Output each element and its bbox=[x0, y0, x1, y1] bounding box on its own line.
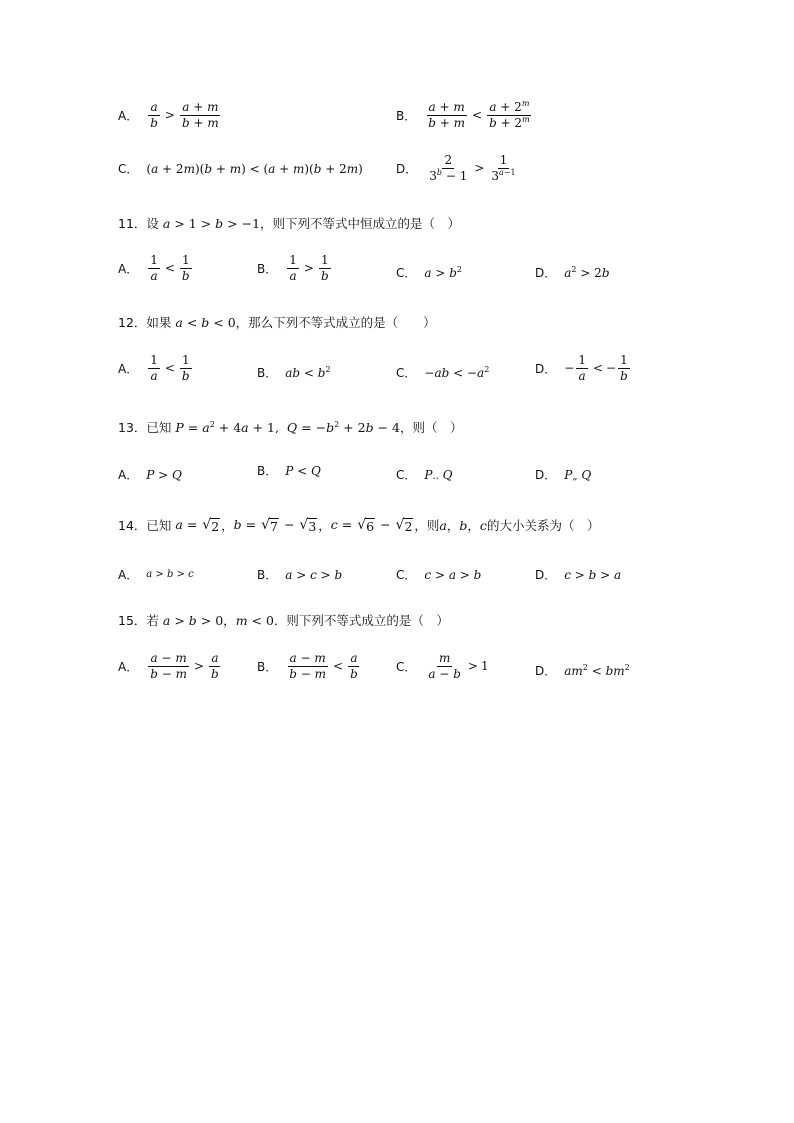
fraction: $\frac{m}{a - b}$ bbox=[428, 651, 461, 681]
q14-option-a[interactable]: A． a > b > c bbox=[118, 568, 194, 582]
fraction: $\frac{1}{a}$ bbox=[150, 253, 158, 283]
fraction: $\frac{1}{b}$ bbox=[181, 253, 190, 283]
q11-stem: 11． 设 a > 1 > b > −1 ，则下列不等式中恒成立的是（ ） bbox=[118, 215, 461, 231]
q15-option-c[interactable]: C． $\frac{m}{a - b}$ > 1 bbox=[396, 651, 489, 681]
fraction: $\frac{1}{a}$ bbox=[289, 253, 297, 283]
fraction: $\frac{2}{3^b - 1}$ bbox=[429, 153, 468, 183]
q13-stem: 13． 已知 $P = a^2 + 4a + 1$, $Q = -b^2 + 2b - 4$ ，则（ ） bbox=[118, 419, 463, 435]
q15-option-b[interactable]: B． $\frac{a - m}{b - m}$ < $\frac{a}{b}$ bbox=[257, 651, 358, 681]
q13-option-b[interactable]: B． P < Q bbox=[257, 463, 321, 478]
q12-stem: 12． 如果 a < b < 0 ，那么下列不等式成立的是（ ） bbox=[118, 314, 436, 330]
q11-option-c[interactable]: C． $a > b^2$ bbox=[396, 264, 463, 280]
q10-option-c[interactable]: C． (a + 2m)(b + m) < (a + m)(b + 2m) bbox=[118, 161, 363, 176]
fraction: $\frac{1}{b}$ bbox=[181, 353, 190, 383]
q10-options-row-2 bbox=[0, 152, 794, 192]
fraction: $\frac{a}{b}$ bbox=[350, 651, 358, 681]
q14-stem: 14． 已知 a = √ 2 ， b = √ 7 − √ 3 ， c = √ 6 − √ 2 ，则 a ， b ， c 的大小关系为（ ） bbox=[118, 516, 600, 534]
q10-option-d[interactable]: D． $\frac{2}{3^b - 1}$ > $\frac{1}{3^{a-1}}$ bbox=[396, 153, 516, 183]
q15-option-d[interactable]: D． $am^2 < bm^2$ bbox=[535, 662, 630, 678]
fraction: $\frac{1}{b}$ bbox=[320, 253, 329, 283]
fraction: $\frac{1}{b}$ bbox=[620, 353, 628, 383]
q14-option-b[interactable]: B． a > c > b bbox=[257, 567, 343, 582]
fraction: $\frac{1}{a}$ bbox=[150, 353, 158, 383]
q15-option-a[interactable]: A． $\frac{a - m}{b - m}$ > $\frac{a}{b}$ bbox=[118, 651, 219, 681]
q13-options bbox=[0, 456, 794, 496]
fraction: $\frac{a}{b}$ bbox=[150, 100, 158, 130]
q10-option-a[interactable]: A． $\frac{a}{b}$ > $\frac{a + m}{b + m}$ bbox=[118, 100, 219, 130]
fraction: $\frac{1}{a}$ bbox=[578, 353, 586, 383]
q11-option-b[interactable]: B． $\frac{1}{a}$ > $\frac{1}{b}$ bbox=[257, 253, 329, 283]
q10-option-b[interactable]: B． $\frac{a + m}{b + m}$ < $\frac{a + 2^m}{b + 2^m}$ bbox=[396, 99, 530, 130]
fraction: $\frac{a}{b}$ bbox=[211, 651, 219, 681]
fraction: $\frac{a - m}{b - m}$ bbox=[289, 651, 326, 681]
q12-option-b[interactable]: B． ab < $b^2$ bbox=[257, 364, 331, 380]
q13-option-c[interactable]: C． P.. Q bbox=[396, 467, 453, 482]
q13-option-d[interactable]: D． P„ Q bbox=[535, 467, 592, 482]
fraction: $\frac{1}{3^{a-1}}$ bbox=[491, 153, 516, 183]
q15-stem: 15． 若 a > b > 0 ， m < 0 ．则下列不等式成立的是（ ） bbox=[118, 612, 449, 628]
fraction: $\frac{a + m}{b + m}$ bbox=[428, 100, 465, 130]
q11-options bbox=[0, 252, 794, 292]
q12-option-c[interactable]: C． $-ab < -a^2$ bbox=[396, 364, 490, 380]
q14-option-c[interactable]: C． c > a > b bbox=[396, 567, 482, 582]
q11-option-d[interactable]: D． $a^2 > 2b$ bbox=[535, 264, 610, 280]
q15-options bbox=[0, 650, 794, 690]
q10-options-row-1 bbox=[0, 97, 794, 137]
fraction: $\frac{a + m}{b + m}$ bbox=[181, 100, 219, 130]
q12-option-a[interactable]: A． $\frac{1}{a}$ < $\frac{1}{b}$ bbox=[118, 353, 190, 383]
q12-option-d[interactable]: D． − $\frac{1}{a}$ < − $\frac{1}{b}$ bbox=[535, 353, 628, 383]
fraction: $\frac{a + 2^m}{b + 2^m}$ bbox=[489, 99, 530, 130]
q14-option-d[interactable]: D． c > b > a bbox=[535, 567, 622, 582]
fraction: $\frac{a - m}{b - m}$ bbox=[150, 651, 187, 681]
q12-options bbox=[0, 352, 794, 392]
q11-option-a[interactable]: A． $\frac{1}{a}$ < $\frac{1}{b}$ bbox=[118, 253, 190, 283]
q13-option-a[interactable]: A． P > Q bbox=[118, 467, 182, 482]
q14-options bbox=[0, 556, 794, 596]
